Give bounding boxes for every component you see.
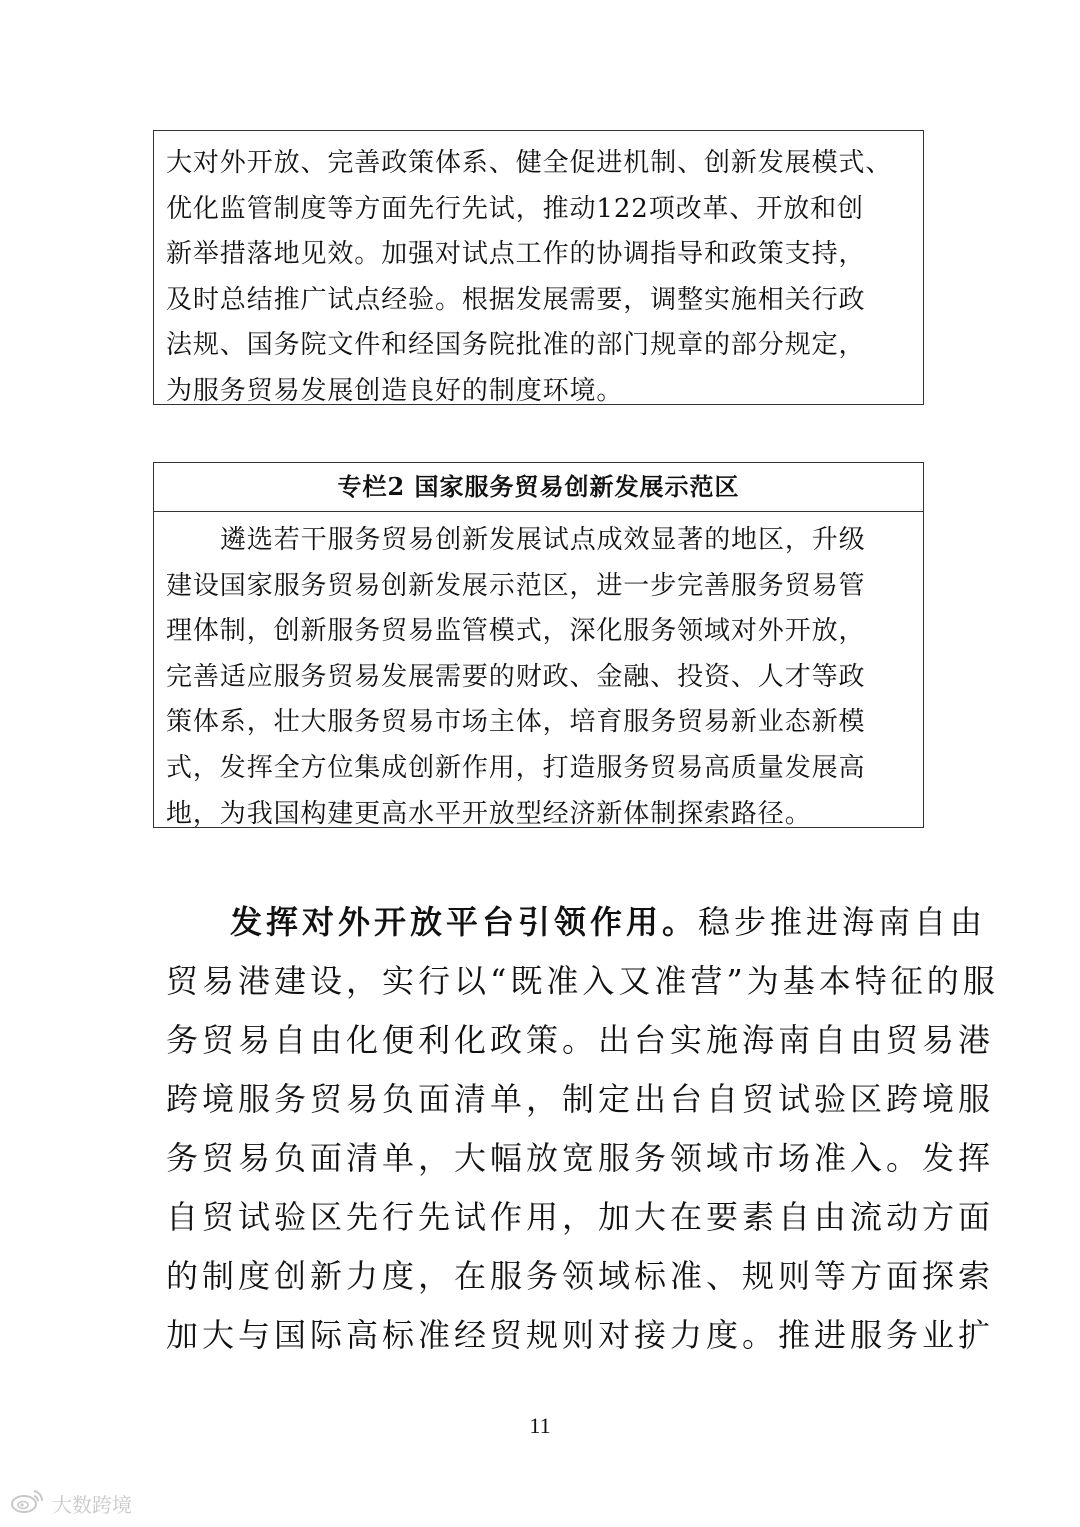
- page-number: 11: [529, 1413, 551, 1438]
- box-line: 理体制，创新服务贸易监管模式，深化服务领域对外开放，: [166, 616, 866, 647]
- paragraph-heading: 发挥对外开放平台引领作用。: [230, 903, 699, 941]
- paragraph-text: 稳步推进海南自由: [698, 903, 987, 941]
- box-line: 大对外开放、完善政策体系、健全促进机制、创新发展模式、: [166, 148, 893, 178]
- paragraph-line: 加大与国际高标准经贸规则对接力度。推进服务业扩: [166, 1316, 995, 1354]
- column-2-body: [154, 512, 923, 837]
- paragraph-line: 自贸试验区先行先试作用，加大在要素自由流动方面: [166, 1198, 995, 1236]
- box-line: 地，为我国构建更高水平开放型经济新体制探索路径。: [166, 798, 812, 829]
- box-line: 法规、国务院文件和经国务院批准的部门规章的部分规定，: [166, 330, 866, 361]
- policy-text-box: [153, 130, 924, 405]
- paragraph-line: 贸易港建设，实行以“既准入又准营”为基本特征的服: [166, 962, 999, 1000]
- column-2-box: [153, 462, 924, 828]
- box-line: 策体系，壮大服务贸易市场主体，培育服务贸易新业态新模: [166, 707, 866, 738]
- watermark-text: 大数跨境: [52, 1492, 132, 1517]
- box-line: 优化监管制度等方面先行先试，推动122项改革、开放和创: [166, 193, 864, 224]
- box-line: 遴选若干服务贸易创新发展试点成效显著的地区，升级: [220, 525, 866, 555]
- column-2-title: 专栏2 国家服务贸易创新发展示范区: [154, 463, 923, 512]
- box-line: 完善适应服务贸易发展需要的财政、金融、投资、人才等政: [166, 661, 866, 692]
- main-paragraph: [166, 893, 999, 1365]
- paragraph-line: 务贸易自由化便利化政策。出台实施海南自由贸易港: [166, 1021, 995, 1059]
- paragraph-line: 跨境服务贸易负面清单，制定出台自贸试验区跨境服: [166, 1080, 995, 1118]
- box-line: 新举措落地见效。加强对试点工作的协调指导和政策支持，: [166, 239, 866, 270]
- box-line: 及时总结推广试点经验。根据发展需要，调整实施相关行政: [166, 284, 866, 315]
- box-line: 建设国家服务贸易创新发展示范区，进一步完善服务贸易管: [166, 570, 866, 601]
- paragraph-line-first: [166, 893, 987, 952]
- box-line: 式，发挥全方位集成创新作用，打造服务贸易高质量发展高: [166, 752, 866, 783]
- paragraph-line: 务贸易负面清单，大幅放宽服务领域市场准入。发挥: [166, 1139, 995, 1177]
- paragraph-line: 的制度创新力度，在服务领域标准、规则等方面探索: [166, 1257, 995, 1295]
- watermark: [10, 1486, 132, 1520]
- weibo-logo-icon: [10, 1487, 46, 1520]
- box-line: 为服务贸易发展创造良好的制度环境。: [166, 375, 624, 406]
